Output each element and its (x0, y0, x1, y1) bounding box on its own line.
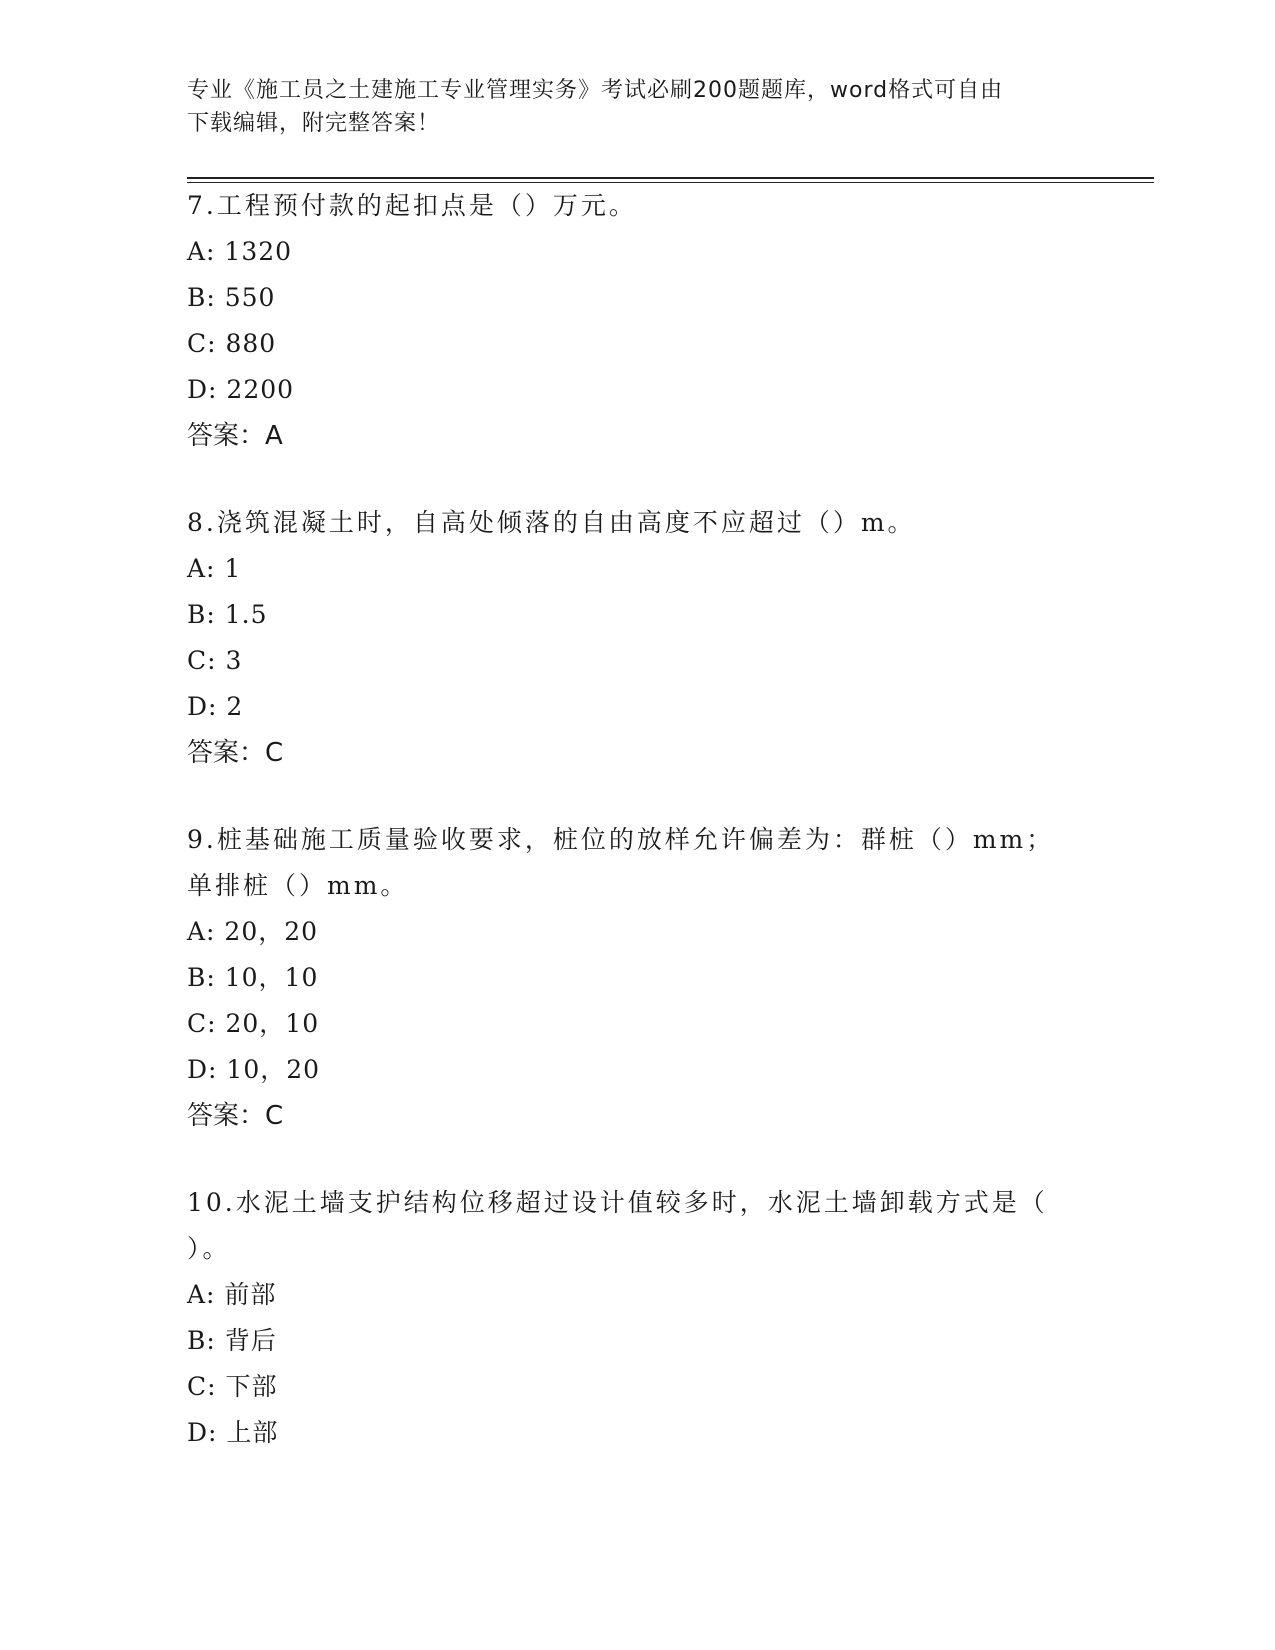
question-8 (187, 500, 1087, 776)
question-stem: 7.工程预付款的起扣点是（）万元。 (187, 191, 637, 220)
option-c: C: 下部 (187, 1372, 278, 1401)
question-7 (187, 183, 1087, 459)
header-line-1: 专业《施工员之土建施工专业管理实务》考试必刷200题题库，word格式可自由 (187, 78, 1004, 103)
option-d: D: 2 (187, 692, 244, 721)
question-stem: 10.水泥土墙支护结构位移超过设计值较多时，水泥土墙卸载方式是（ (187, 1188, 1048, 1217)
option-a: A: 1320 (187, 237, 293, 266)
option-d: D: 上部 (187, 1418, 279, 1447)
option-a: A: 1 (187, 554, 242, 583)
header-line-2: 下载编辑，附完整答案！ (187, 111, 441, 136)
question-stem-continued: 单排桩（）mm。 (187, 871, 409, 900)
option-d: D: 2200 (187, 375, 295, 404)
question-stem: 8.浇筑混凝土时，自高处倾落的自由高度不应超过（）m。 (187, 508, 916, 537)
option-c: C: 3 (187, 646, 243, 675)
question-9 (187, 817, 1087, 1139)
document-header (187, 74, 1067, 140)
question-stem: 9.桩基础施工质量验收要求，桩位的放样允许偏差为：群桩（）mm； (187, 825, 1055, 854)
answer-line: 答案：C (187, 1101, 284, 1131)
question-stem-continued: ）。 (187, 1234, 231, 1263)
option-b: B: 550 (187, 283, 276, 312)
question-10 (187, 1180, 1087, 1456)
option-b: B: 背后 (187, 1326, 277, 1355)
option-b: B: 10，10 (187, 963, 319, 992)
header-rule-thick (187, 177, 1154, 179)
option-c: C: 20，10 (187, 1009, 320, 1038)
option-a: A: 前部 (187, 1280, 277, 1309)
option-b: B: 1.5 (187, 600, 268, 629)
answer-line: 答案：C (187, 738, 284, 768)
option-c: C: 880 (187, 329, 277, 358)
answer-line: 答案：A (187, 421, 283, 451)
option-a: A: 20，20 (187, 917, 319, 946)
option-d: D: 10，20 (187, 1055, 321, 1084)
